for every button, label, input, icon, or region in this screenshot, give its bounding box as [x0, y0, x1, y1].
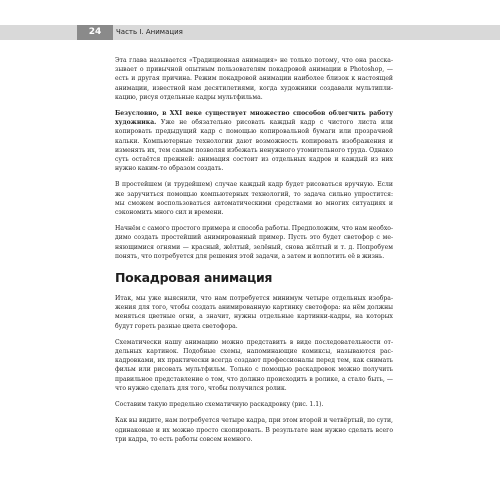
section-heading: Покадровая анимация [115, 270, 273, 286]
running-head: Часть I. Анимация [116, 28, 183, 36]
paragraph-2 [115, 109, 393, 173]
paragraph-1: Эта глава называется «Традиционная анимация» не только потому, что она рассказывает о привычной опытным пользователям покадровой анимации в Photoshop, — есть и другая причина. Режим покадровой анимации наиболее близок к настоящей анимации, известной нам десятилетиями, когда художники создавали мультипликацию, рисуя отдельные кадры мультфильма. [115, 57, 393, 101]
paragraph-4: Начнём с самого простого примера и способа работы. Предположим, что нам необходимо создать простейший анимированный пример. Пусть это будет светофор с меняющимися огнями — красный, жёлтый, зелёный, снова жёлтый и т. д. Попробуем понять, что потребуется для решения этой задачи, а затем и воплотить её в жизнь. [115, 225, 393, 260]
page-body [115, 56, 393, 451]
paragraph-8: Как вы видите, нам потребуется четыре кадра, при этом второй и четвёртый, по сути, одинаковые и их можно просто скопировать. В результате нам нужно сделать всего три кадра, то есть работы совсем немного. [115, 417, 393, 443]
paragraph-2-bold: Безусловно, в XXI веке существует множество способов облегчить работу художника. [115, 110, 393, 127]
paragraph-3: В простейшем (и трудейшем) случае каждый кадр будет рисоваться вручную. Если же заручиться помощью компьютерных технологий, то задача сильно упростится: мы сможем воспользоваться автоматическими средствами во многих ситуациях и сэкономить много сил и времени. [115, 181, 393, 217]
page-number: 24 [77, 25, 113, 40]
paragraph-5: Итак, мы уже выяснили, что нам потребуется минимум четыре отдельных изображения для того, чтобы создать анимированную картинку светофора: на нём должны меняться цветные огни, а значит, нужны отдельные картинки-кадры, на которых будут гореть разные цвета светофора. [115, 295, 393, 330]
paragraph-2-rest: Уже не обязательно рисовать каждый кадр с чистого листа или копировать предыдущий кадр с помощью копировальной бумаги или прозрачной кальки. Компьютерные технологии дают возможность копировать изображения и изменять их, тем самым позволяя избежать ненужного утомительного труда. Однако суть остаётся прежней: анимация состоит из отдельных кадров и каждый из них нужно каким-то образом создать. [115, 119, 393, 173]
paragraph-7: Составим такую предельно схематичную раскадровку (рис. 1.1). [115, 401, 324, 409]
running-header-bar [0, 25, 500, 40]
paragraph-6: Схематически нашу анимацию можно представить в виде последовательности отдельных картинок. Подобные схемы, напоминающие комиксы, называются раскадровками, их практически всегда создают профессионалы перед тем, как снимать фильм или рисовать мультфильм. Только с помощью раскадровок можно получить правильное представление о том, что должно происходить в ролике, а стало быть, — что нужно сделать для того, чтобы получился ролик. [115, 338, 393, 392]
